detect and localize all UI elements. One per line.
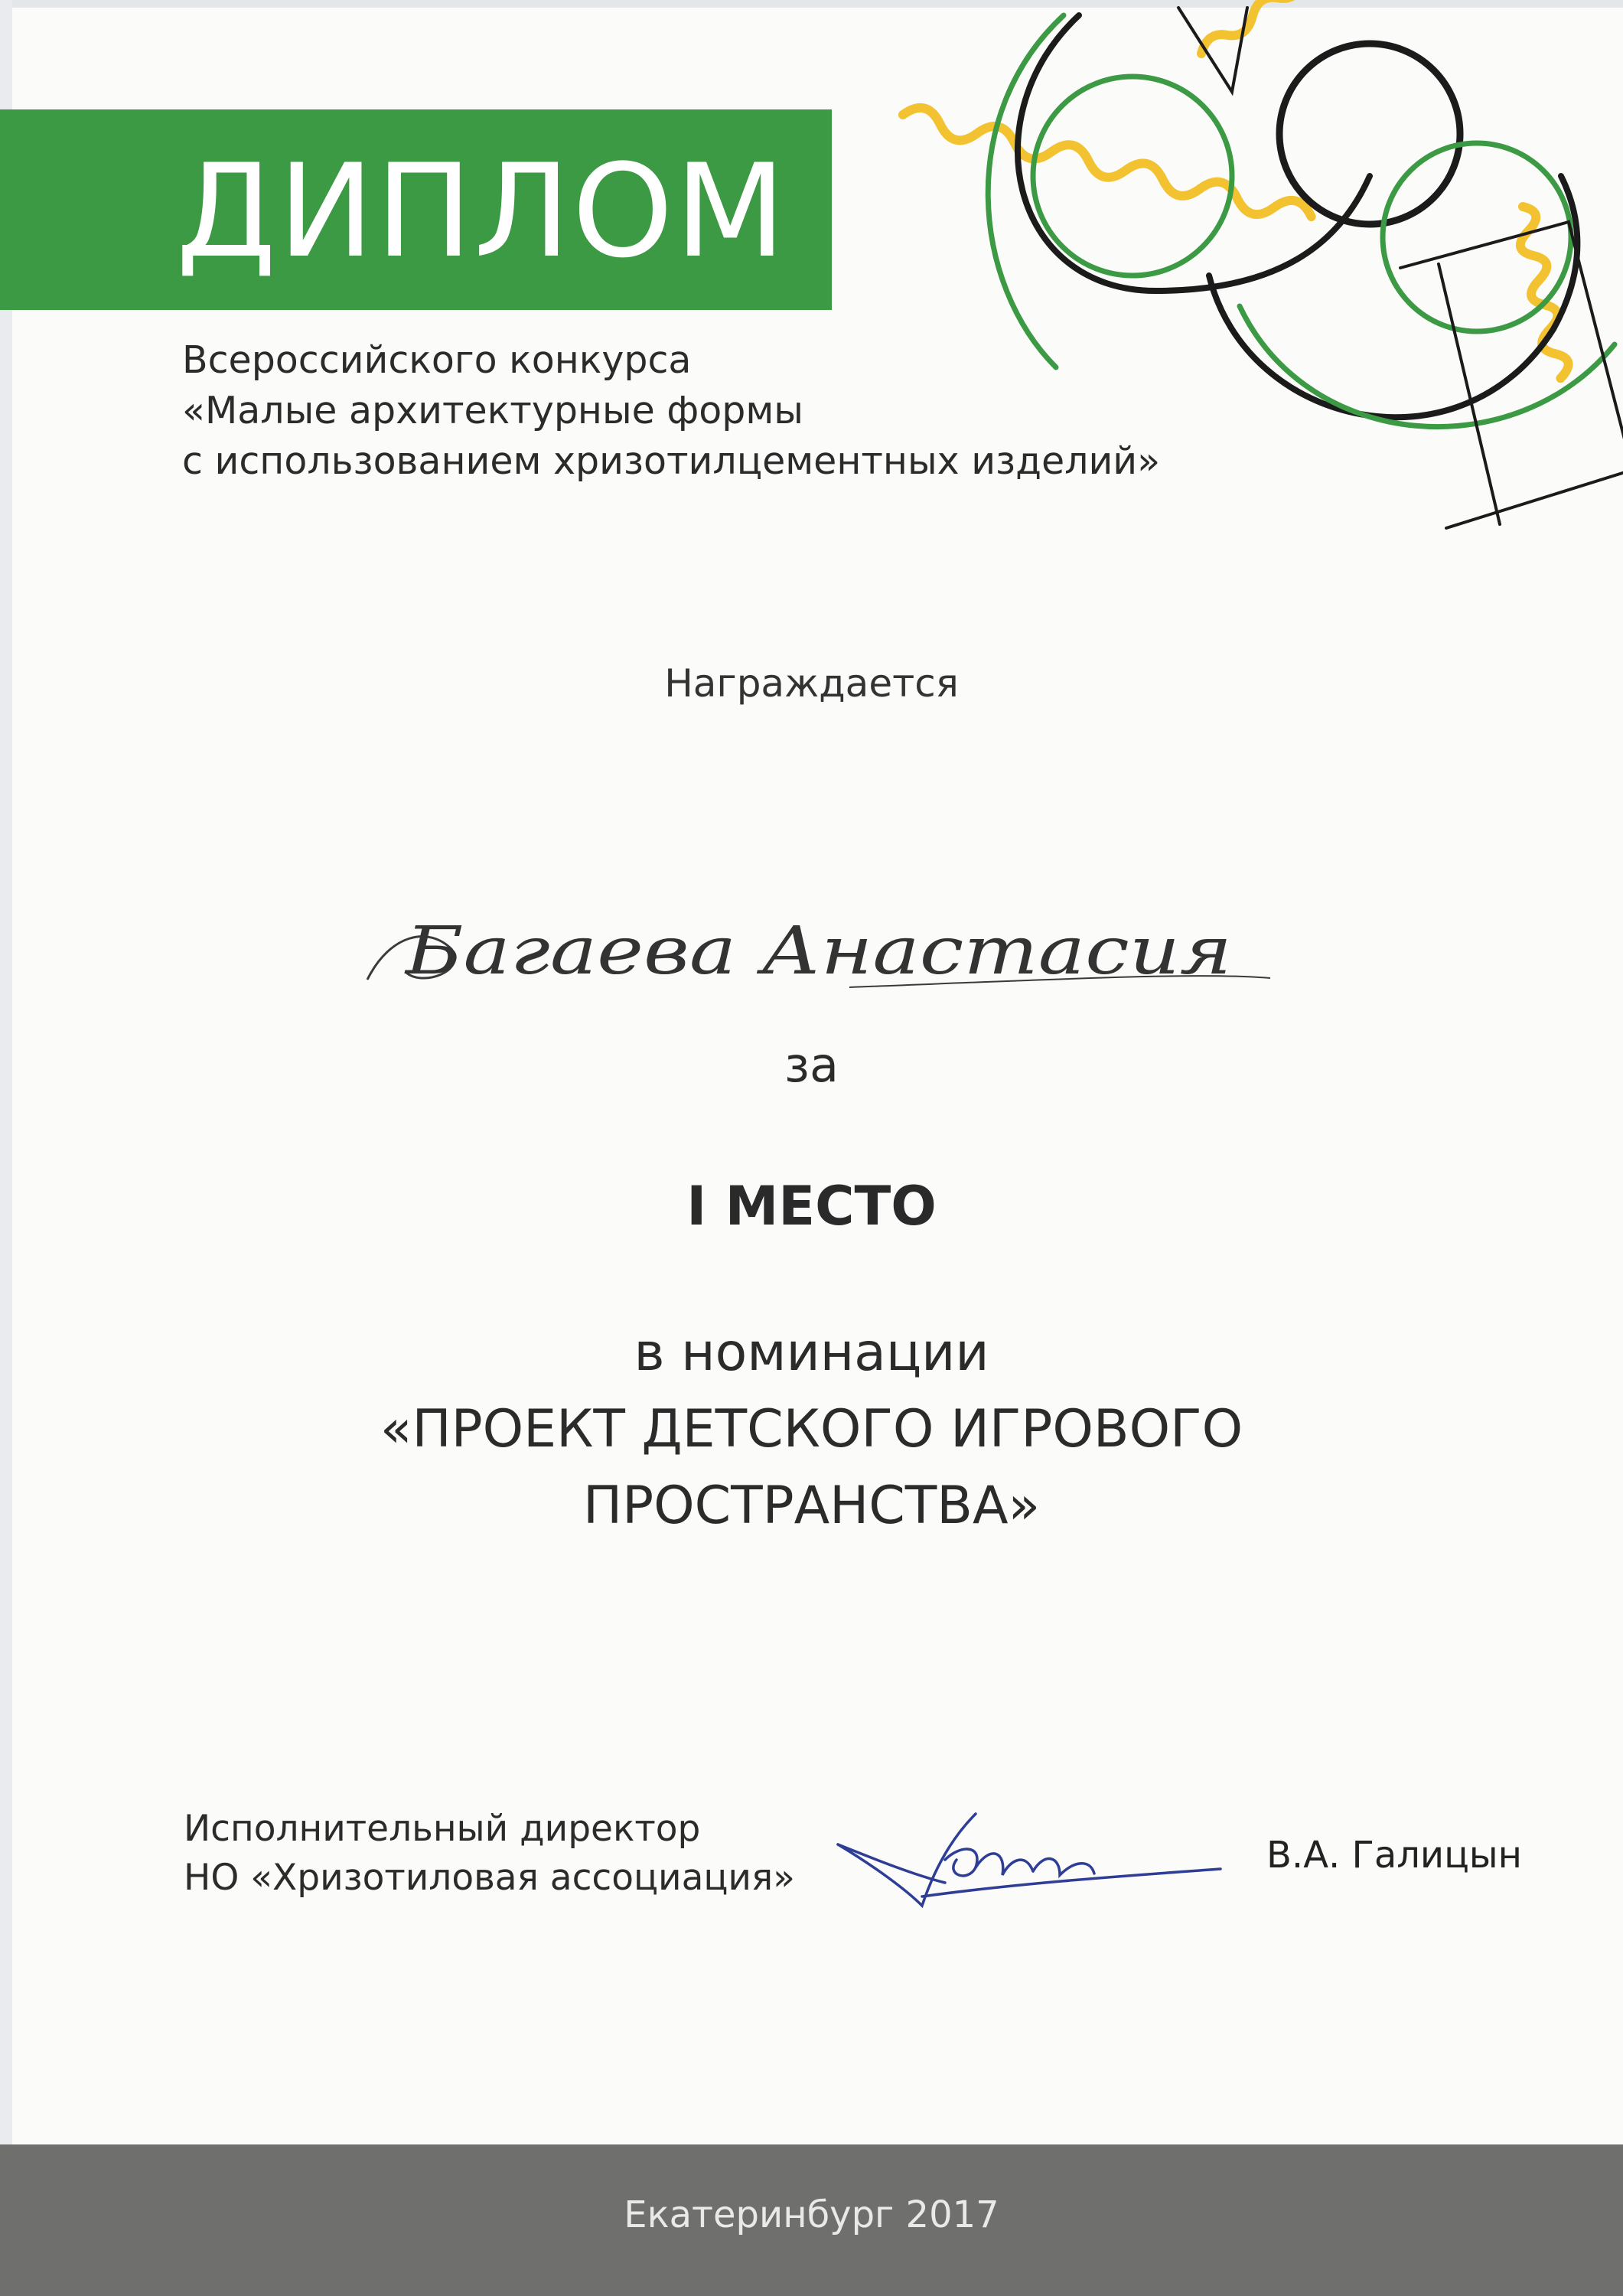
contest-name (182, 335, 1292, 487)
nomination-title-line: «ПРОЕКТ ДЕТСКОГО ИГРОВОГО (380, 1399, 1243, 1459)
place-label: I МЕСТО (686, 1175, 937, 1238)
director-title-line: Исполнительный директор (184, 1808, 701, 1850)
contest-line: Всероссийского конкурса (182, 338, 692, 382)
awardee-handwritten-name (360, 888, 1286, 1010)
scan-edge-left (0, 0, 12, 2296)
diploma-title: ДИПЛОМ (176, 136, 787, 286)
awarded-label: Награждается (664, 661, 959, 706)
director-name: В.А. Галицын (1266, 1834, 1523, 1877)
contest-line: «Малые архитектурные формы (182, 389, 803, 432)
nomination-title-line: ПРОСТРАНСТВА» (582, 1476, 1041, 1536)
director-title-line: НО «Хризотиловая ассоциация» (184, 1857, 795, 1899)
for-label: за (784, 1037, 839, 1093)
footer-city-year: Екатеринбург 2017 (624, 2193, 999, 2236)
director-title (184, 1805, 795, 1903)
awardee-name-text: Багаева Анастасия (403, 913, 1232, 990)
nomination-intro: в номинации (634, 1322, 989, 1383)
contest-line: с использованием хризотилцементных изделий» (182, 439, 1161, 483)
handwritten-signature-icon (830, 1799, 1228, 1913)
